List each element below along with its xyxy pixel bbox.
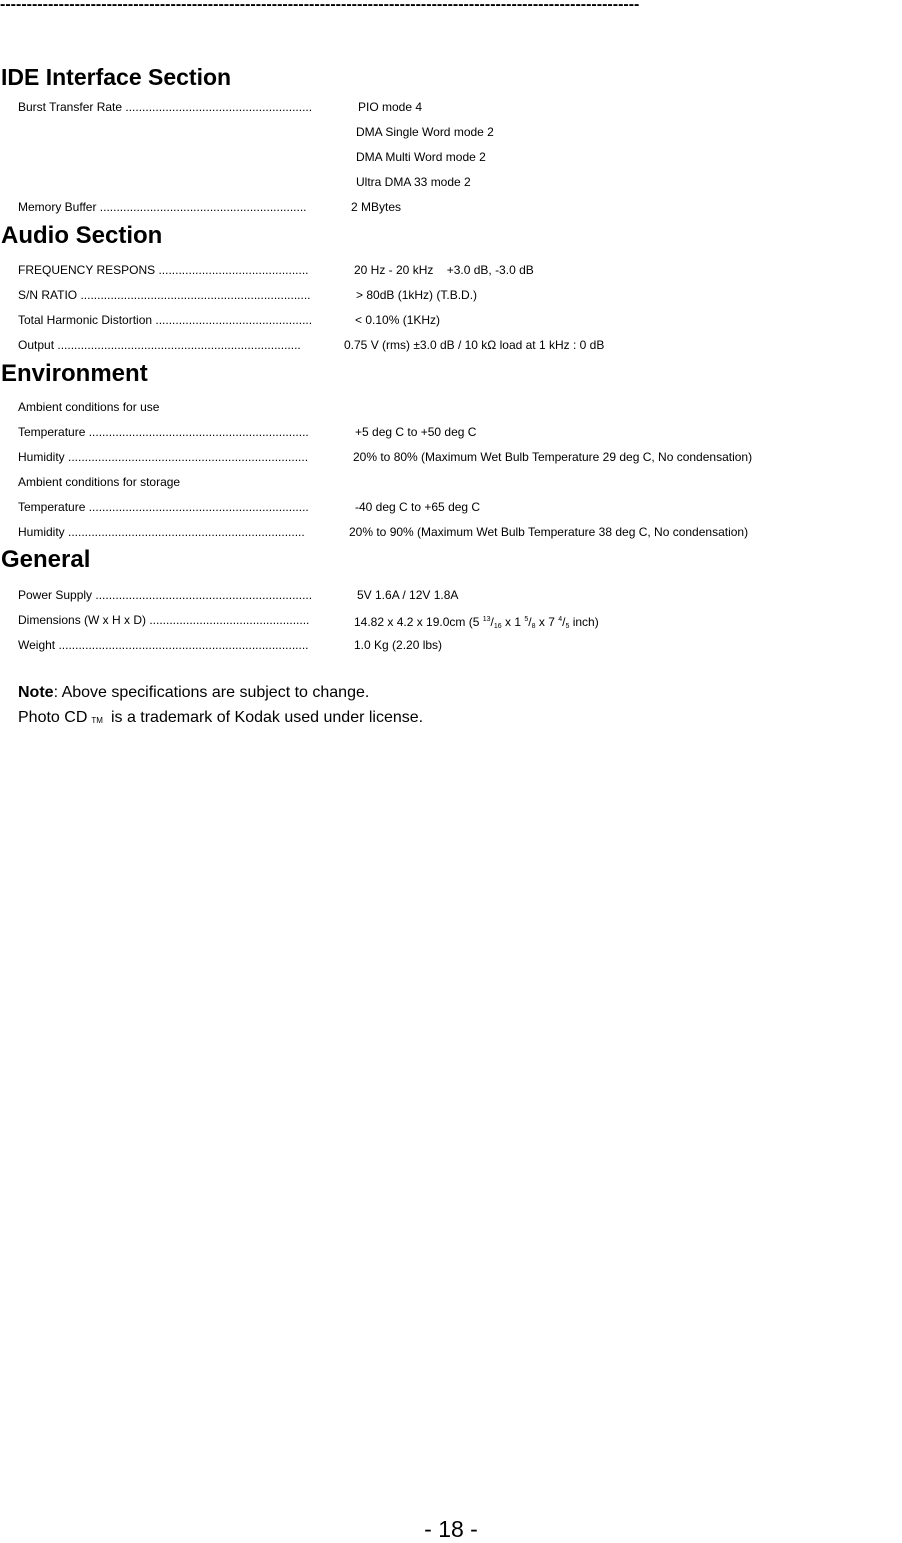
burst-transfer-label: Burst Transfer Rate ........................................................ bbox=[18, 100, 313, 114]
power-supply-label: Power Supply ................................................................. bbox=[18, 588, 313, 602]
thd-value: < 0.10% (1KHz) bbox=[355, 313, 441, 327]
memory-buffer-value: 2 MBytes bbox=[351, 200, 402, 214]
ambient-use-heading: Ambient conditions for use bbox=[18, 400, 160, 414]
environment-section-heading: Environment bbox=[1, 360, 148, 387]
burst-value-dma-single: DMA Single Word mode 2 bbox=[356, 125, 494, 139]
burst-value-dma-multi: DMA Multi Word mode 2 bbox=[356, 150, 486, 164]
dimensions-value: 14.82 x 4.2 x 19.0cm (5 $^{13}/_{16}$ x 1 $^5/_8$ x 7 $^4/_5$ inch) bbox=[354, 615, 599, 630]
weight-label: Weight ........................................................................... bbox=[18, 638, 309, 652]
storage-humidity-label: Humidity ....................................................................... bbox=[18, 525, 305, 539]
frequency-response-label: FREQUENCY RESPONS ............................................. bbox=[18, 263, 309, 277]
sn-ratio-label: S/N RATIO ..................................................................... bbox=[18, 288, 311, 302]
ide-section-heading: IDE Interface Section bbox=[1, 64, 232, 90]
output-value: 0.75 V (rms) ±3.0 dB / 10 kΩ load at 1 kHz : 0 dB bbox=[344, 338, 605, 352]
use-temperature-label: Temperature .................................................................. bbox=[18, 425, 309, 439]
output-label: Output ......................................................................... bbox=[18, 338, 301, 352]
top-dashed-rule: ------------------------------------------------------------------------------------------------------------------------ bbox=[0, 0, 640, 13]
burst-value-udma: Ultra DMA 33 mode 2 bbox=[356, 175, 471, 189]
burst-value-pio: PIO mode 4 bbox=[358, 100, 423, 114]
weight-value: 1.0 Kg (2.20 lbs) bbox=[354, 638, 443, 652]
storage-temperature-label: Temperature .................................................................. bbox=[18, 500, 309, 514]
page-number: - 18 - bbox=[424, 1516, 478, 1542]
note-bold-label: Note bbox=[18, 684, 54, 701]
dimensions-label: Dimensions (W x H x D) ................................................ bbox=[18, 613, 310, 627]
audio-section-heading: Audio Section bbox=[1, 222, 163, 249]
use-humidity-label: Humidity ........................................................................ bbox=[18, 450, 309, 464]
storage-humidity-value: 20% to 90% (Maximum Wet Bulb Temperature 38 deg C, No condensation) bbox=[349, 525, 749, 539]
use-humidity-value: 20% to 80% (Maximum Wet Bulb Temperature 29 deg C, No condensation) bbox=[353, 450, 753, 464]
memory-buffer-label: Memory Buffer .............................................................. bbox=[18, 200, 307, 214]
note-line bbox=[18, 684, 369, 702]
note-text: : Above specifications are subject to change. bbox=[53, 684, 370, 701]
frequency-response-value: 20 Hz - 20 kHz +3.0 dB, -3.0 dB bbox=[354, 263, 534, 277]
trademark-symbol: TM bbox=[91, 716, 103, 725]
trademark-line: Photo CD TM is a trademark of Kodak used under license. bbox=[18, 709, 424, 726]
storage-temperature-value: -40 deg C to +65 deg C bbox=[355, 500, 481, 514]
general-section-heading: General bbox=[1, 546, 91, 573]
power-supply-value: 5V 1.6A / 12V 1.8A bbox=[357, 588, 459, 602]
ambient-storage-heading: Ambient conditions for storage bbox=[18, 475, 181, 489]
use-temperature-value: +5 deg C to +50 deg C bbox=[355, 425, 477, 439]
thd-label: Total Harmonic Distortion ............................................... bbox=[18, 313, 313, 327]
sn-ratio-value: > 80dB (1kHz) (T.B.D.) bbox=[356, 288, 478, 302]
